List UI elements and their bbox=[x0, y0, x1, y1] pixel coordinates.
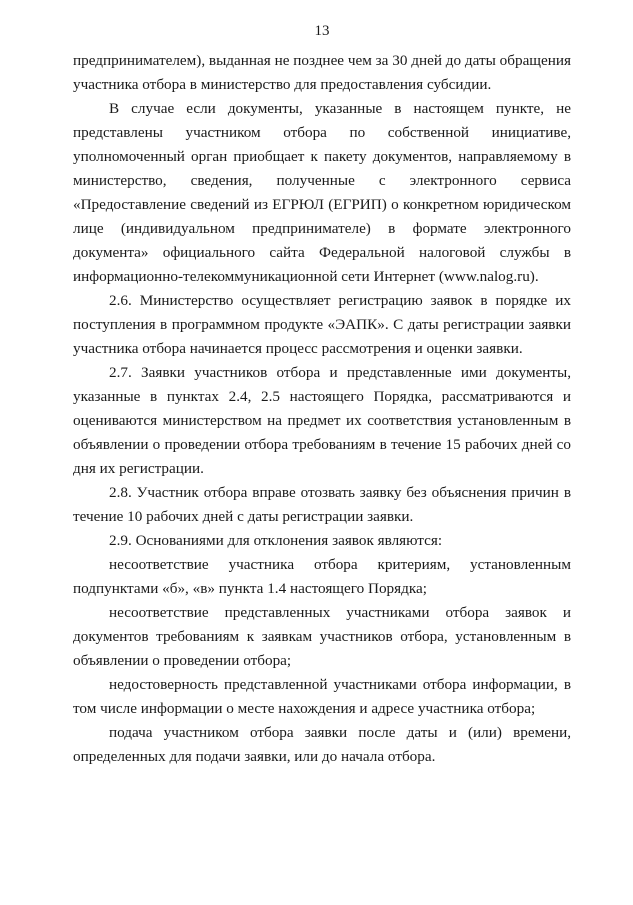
paragraph: несоответствие представленных участниками отбора заявок и документов требованиям к заявкам участников отбора, установленным в объявлении о проведении отбора; bbox=[73, 604, 571, 669]
paragraph: 2.9. Основаниями для отклонения заявок являются: bbox=[109, 532, 443, 549]
document-body bbox=[73, 49, 571, 769]
paragraph: недостоверность представленной участниками отбора информации, в том числе информации о месте нахождения и адресе участника отбора; bbox=[73, 676, 571, 717]
page-number: 13 bbox=[314, 23, 330, 39]
paragraph: предпринимателем), выданная не позднее чем за 30 дней до даты обращения участника отбора в министерство для предоставления субсидии. bbox=[73, 52, 571, 93]
paragraph: несоответствие участника отбора критериям, установленным подпунктами «б», «в» пункта 1.4 настоящего Порядка; bbox=[73, 556, 571, 597]
paragraph: 2.6. Министерство осуществляет регистрацию заявок в порядке их поступления в программном продукте «ЭАПК». С даты регистрации заявки участника отбора начинается процесс рассмотрения и оценки заявки. bbox=[73, 292, 571, 357]
paragraph: 2.8. Участник отбора вправе отозвать заявку без объяснения причин в течение 10 рабочих дней с даты регистрации заявки. bbox=[73, 484, 571, 525]
paragraph: 2.7. Заявки участников отбора и представленные ими документы, указанные в пунктах 2.4, 2.5 настоящего Порядка, рассматриваются и оцениваются министерством на предмет их соответствия установленным в объявлении о проведении отбора требованиям в течение 15 рабочих дней со дня их регистрации. bbox=[73, 364, 571, 477]
paragraph: В случае если документы, указанные в настоящем пункте, не представлены участником отбора по собственной инициативе, уполномоченный орган приобщает к пакету документов, направляемому в министерство, сведения, полученные с электронного сервиса «Предоставление сведений из ЕГРЮЛ (ЕГРИП) о конкретном юридическом лице (индивидуальном предпринимателе) в формате электронного документа» официального сайта Федеральной налоговой службы в информационно-телекоммуникационной сети Интернет (www.nalog.ru). bbox=[73, 100, 571, 285]
paragraph: подача участником отбора заявки после даты и (или) времени, определенных для подачи заявки, или до начала отбора. bbox=[73, 724, 571, 765]
